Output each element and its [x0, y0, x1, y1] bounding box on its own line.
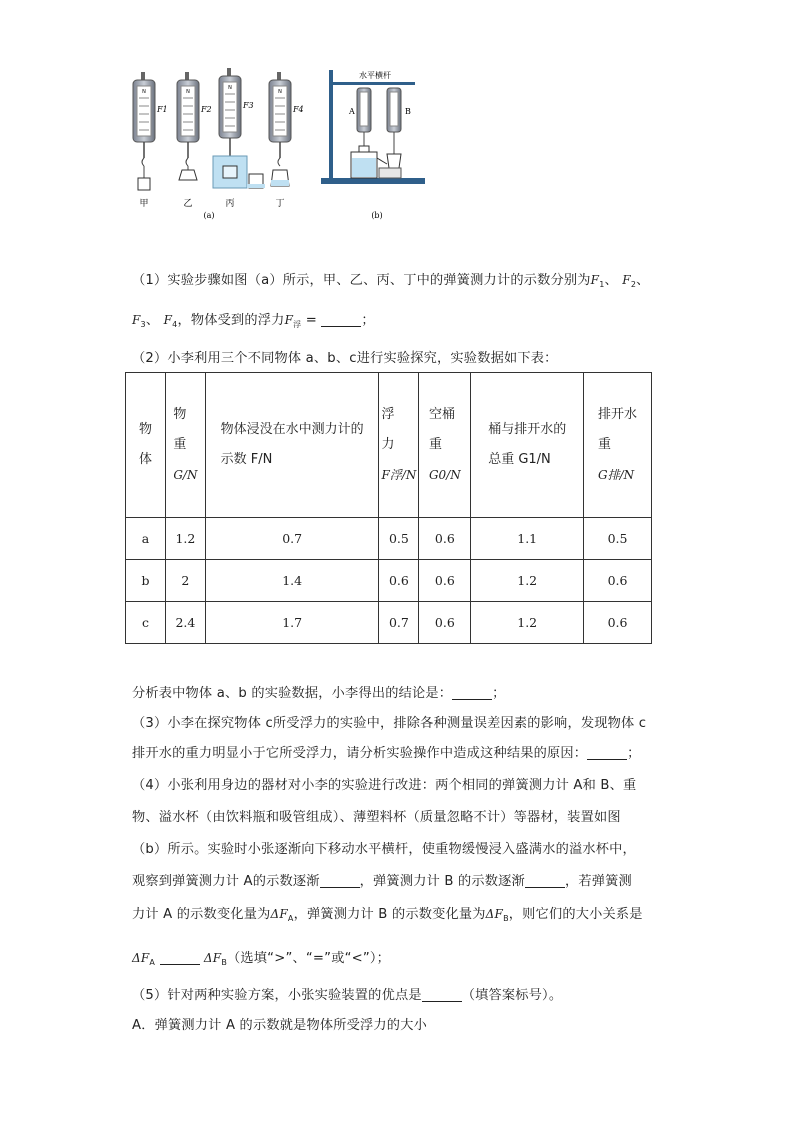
- q4-line1: （4）小张利用身边的器材对小李的实验进行改进：两个相同的弹簧测力计 A和 B、重: [132, 778, 637, 793]
- q5-text: （5）针对两种实验方案，小张实验装置的优点是: [132, 988, 422, 1003]
- experiment-figure: [125, 68, 445, 228]
- table-cell: 0.6: [584, 560, 652, 602]
- table-row: [126, 518, 652, 560]
- table-cell: 0.5: [584, 518, 652, 560]
- q1-line2: [132, 310, 672, 335]
- f4-subscript: 4: [172, 320, 178, 329]
- table-header-row: [126, 373, 652, 518]
- separator: 、: [636, 273, 650, 288]
- delta-fa-symbol: ΔF: [132, 951, 150, 965]
- force-label-f3: F3: [243, 101, 254, 110]
- label-ding: 丁: [275, 199, 285, 209]
- f4-symbol: F: [163, 313, 173, 327]
- table-cell: 0.6: [419, 560, 471, 602]
- delta-fb-symbol: ΔF: [203, 951, 222, 965]
- q2-intro: （2）小李利用三个不同物体 a、b、c进行实验探究，实验数据如下表：: [132, 351, 558, 366]
- table-cell: a: [126, 518, 166, 560]
- equals-sign: =: [301, 313, 317, 328]
- table-cell: 0.6: [419, 602, 471, 644]
- header-text: 浮: [381, 406, 395, 422]
- force-label-f2: F2: [201, 105, 212, 114]
- q2-conclusion-text: 分析表中物体 a、b 的实验数据，小李得出的结论是：: [132, 686, 453, 701]
- q3-text: 排开水的重力明显小于它所受浮力，请分析实验操作中造成这种结果的原因：: [132, 746, 588, 761]
- header-text: 物: [138, 422, 152, 437]
- label-bing: 丙: [225, 199, 235, 209]
- table-row: [126, 560, 652, 602]
- f2-subscript: 2: [630, 280, 637, 289]
- table-cell: 1.1: [471, 518, 584, 560]
- fb-symbol: F: [284, 313, 294, 327]
- q4-line2: 物、溢水杯（由饮料瓶和吸管组成）、薄塑料杯（质量忽略不计）等器材，装置如图: [132, 810, 621, 825]
- spring-scale-ding: [269, 72, 304, 209]
- header-text: 排开水: [598, 406, 638, 422]
- q4-text: 力计 A 的示数变化量为: [132, 907, 271, 922]
- q1-end: ；: [361, 313, 375, 328]
- force-label-f1: F1: [157, 105, 168, 114]
- header-text: F浮/N: [381, 467, 417, 482]
- q4-text: ，则它们的大小关系是: [508, 907, 643, 922]
- table-cell: c: [126, 602, 166, 644]
- q4-text: ，若弹簧测: [564, 874, 632, 889]
- q4-text: （选填“>”、“=”或“<”）；: [227, 951, 391, 966]
- scale-unit: N: [228, 85, 232, 91]
- header-text: 重: [173, 436, 187, 452]
- delta-fb-subscript: B: [503, 914, 509, 923]
- q4-blank-a[interactable]: [320, 873, 360, 888]
- q4-blank-c[interactable]: [160, 950, 200, 965]
- header-displaced: [584, 373, 652, 518]
- table-cell: 0.6: [584, 602, 652, 644]
- q5-line1: [132, 986, 672, 1006]
- q4-text: 观察到弹簧测力计 A的示数逐渐: [132, 874, 320, 889]
- header-text: 空桶: [428, 406, 455, 422]
- experiment-illustration: [125, 68, 445, 228]
- table-cell: 0.6: [379, 560, 419, 602]
- table-cell: 0.7: [379, 602, 419, 644]
- header-bucket: [419, 373, 471, 518]
- header-text: 总重 G1/N: [488, 452, 551, 467]
- header-weight: [165, 373, 205, 518]
- table-cell: 1.4: [205, 560, 379, 602]
- header-total: [471, 373, 584, 518]
- caption-a: (a): [203, 211, 215, 220]
- spring-scale-yi: [177, 72, 212, 209]
- fb-subscript: 浮: [293, 320, 302, 329]
- scale-unit: N: [278, 89, 282, 95]
- q4-line3: （b）所示。实验时小张逐渐向下移动水平横杆，使重物缓慢浸入盛满水的溢水杯中，: [132, 842, 636, 857]
- f3-subscript: 3: [140, 320, 146, 329]
- meter-b-label: B: [405, 107, 411, 116]
- q1-text-tail: ，物体受到的浮力: [177, 313, 285, 328]
- header-text: 力: [381, 436, 395, 452]
- q5-option-a: A．弹簧测力计 A 的示数就是物体所受浮力的大小: [132, 1018, 427, 1033]
- apparatus-b: [321, 70, 425, 184]
- delta-fb-subscript: B: [221, 958, 228, 967]
- q2-end: ；: [492, 686, 506, 701]
- q1-answer-blank[interactable]: [321, 312, 361, 327]
- table-cell: b: [126, 560, 166, 602]
- header-text: G0/N: [428, 467, 461, 482]
- q4-line5: [132, 904, 672, 929]
- scale-unit: N: [142, 89, 146, 95]
- table-cell: 0.7: [205, 518, 379, 560]
- table-row: [126, 602, 652, 644]
- f1-subscript: 1: [599, 280, 605, 289]
- q1-line1: [132, 270, 672, 295]
- caption-b: (b): [371, 211, 383, 220]
- q3-line1: （3）小李在探究物体 c所受浮力的实验中，排除各种测量误差因素的影响，发现物体 c: [132, 716, 647, 731]
- q2-answer-blank[interactable]: [452, 685, 492, 700]
- q4-text: ，弹簧测力计 B 的示数逐渐: [359, 874, 525, 889]
- q3-line2: [132, 744, 672, 764]
- table-cell: 2: [165, 560, 205, 602]
- header-text: 重: [428, 436, 442, 452]
- table-cell: 0.6: [419, 518, 471, 560]
- f3-symbol: F: [132, 313, 141, 327]
- table-cell: 2.4: [165, 602, 205, 644]
- q3-end: ；: [627, 746, 641, 761]
- header-text: 桶与排开水的: [488, 422, 567, 437]
- spring-scale-bing: [213, 68, 265, 209]
- header-reading: [205, 373, 379, 518]
- separator: 、: [604, 273, 618, 288]
- delta-fa-symbol: ΔF: [270, 907, 288, 921]
- q4-line6: [132, 948, 672, 973]
- f1-symbol: F: [590, 273, 600, 287]
- data-table: [125, 372, 652, 644]
- spring-scale-jia: [133, 72, 168, 209]
- header-text: 体: [138, 452, 152, 467]
- q2-conclusion: [132, 684, 672, 704]
- q4-text: ，弹簧测力计 B 的示数变化量为: [293, 907, 486, 922]
- table-cell: 1.2: [471, 602, 584, 644]
- q3-answer-blank[interactable]: [587, 745, 627, 760]
- force-label-f4: F4: [293, 105, 304, 114]
- table-cell: 1.7: [205, 602, 379, 644]
- f2-symbol: F: [622, 273, 631, 287]
- label-yi: 乙: [183, 199, 193, 209]
- delta-fb-symbol: ΔF: [485, 907, 504, 921]
- meter-a-label: A: [349, 107, 355, 116]
- q4-line4: [132, 872, 672, 892]
- delta-fa-subscript: A: [287, 914, 294, 923]
- label-jia: 甲: [139, 199, 149, 209]
- header-text: G排/N: [598, 467, 635, 482]
- header-text: 重: [598, 436, 612, 452]
- table-cell: 0.5: [379, 518, 419, 560]
- header-text: 物: [173, 406, 187, 422]
- beam-label: 水平横杆: [359, 71, 391, 80]
- q5-text: （填答案标号）。: [461, 988, 563, 1003]
- header-text: G/N: [173, 467, 198, 482]
- header-buoyancy: [379, 373, 419, 518]
- header-text: 物体浸没在水中测力计的: [220, 422, 364, 437]
- q4-blank-b[interactable]: [525, 873, 565, 888]
- header-text: 示数 F/N: [220, 452, 273, 467]
- header-object: [126, 373, 166, 518]
- q1-text: （1）实验步骤如图（a）所示，甲、乙、丙、丁中的弹簧测力计的示数分别为: [132, 273, 591, 288]
- table-cell: 1.2: [165, 518, 205, 560]
- scale-unit: N: [186, 89, 190, 95]
- delta-fa-subscript: A: [149, 958, 156, 967]
- table-cell: 1.2: [471, 560, 584, 602]
- q5-answer-blank[interactable]: [422, 987, 462, 1002]
- separator: 、: [145, 313, 160, 328]
